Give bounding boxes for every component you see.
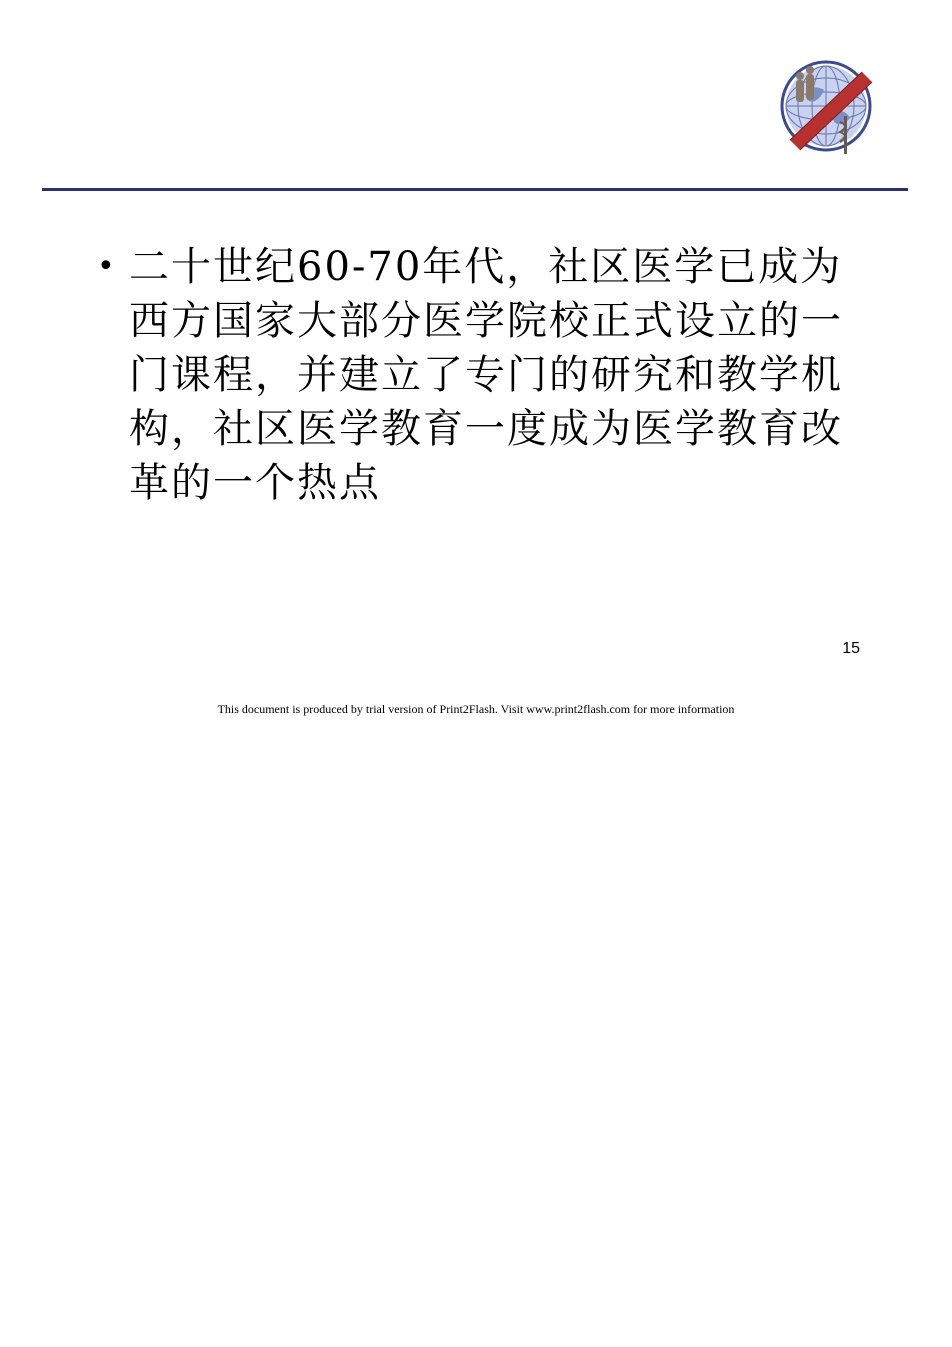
list-item [95,240,875,510]
bullet-text: 二十世纪60-70年代，社区医学已成为西方国家大部分医学院校正式设立的一门课程，并建立了专门的研究和教学机构，社区医学教育一度成为医学教育改革的一个热点 [129,244,843,506]
header-rule [42,188,908,191]
bullet-list [95,240,875,510]
trial-notice: This document is produced by trial version of Print2Flash. Visit www.print2flash.com for more information [217,702,735,716]
page-number: 15 [842,640,860,657]
bullet-dot-icon: • [97,249,117,284]
wonca-logo [776,52,876,160]
